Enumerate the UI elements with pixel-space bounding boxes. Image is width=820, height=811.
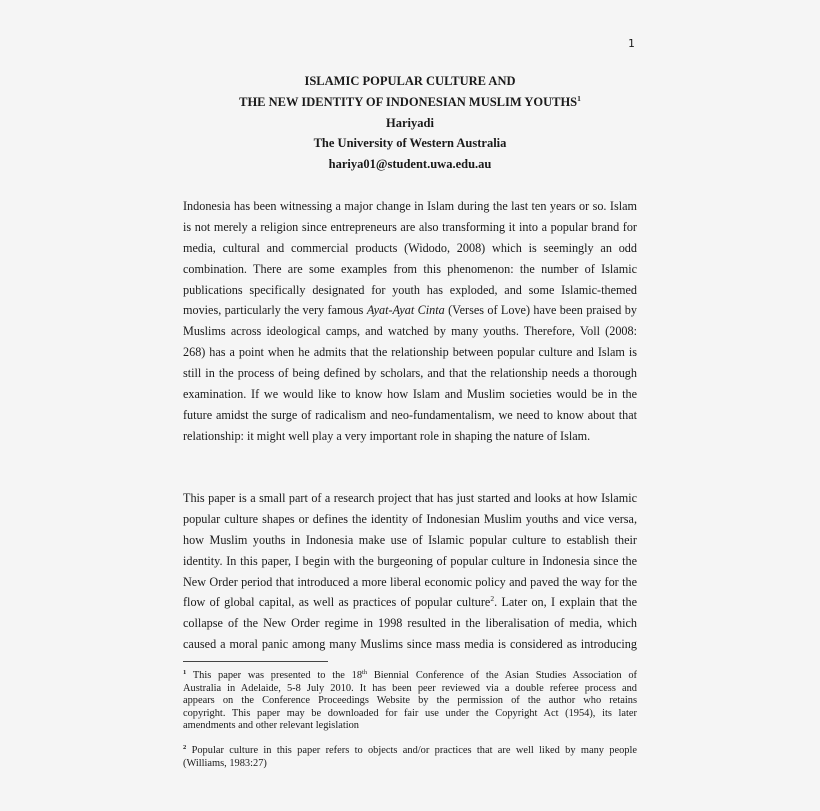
title-block	[183, 71, 637, 175]
paragraph-line: Muslims across ideological camps, and watched by many youths. Therefore, Voll (2008:	[183, 324, 637, 339]
author-affiliation: The University of Western Australia	[313, 136, 507, 151]
footnote-line: $^2$ Popular culture in this paper refers to objects and/or practices that are well liked by many people	[183, 744, 637, 756]
film-title: Ayat-Ayat Cinta	[366, 303, 445, 318]
footnote-line: amendments and other relevant legislation	[183, 720, 360, 732]
page-number: 1	[628, 37, 635, 50]
paragraph-line: This paper is a small part of a research project that has just started and looks at how Islamic	[183, 491, 637, 505]
paragraph-line: how Muslim youths in Indonesia make use of Islamic popular culture to establish their	[183, 532, 637, 547]
paragraph-line: combination. There are some examples from this phenomenon: the number of Islamic	[183, 261, 637, 276]
paragraph-line: popular culture shapes or defines the identity of Indonesian Muslim youths and vice versa,	[183, 511, 637, 526]
paragraph-line: collapse of the New Order regime in 1998 resulted in the liberalisation of media, which	[183, 616, 637, 631]
paragraph-line: movies, particularly the very famous Ayat-Ayat Cinta (Verses of Love) have been praised by	[183, 303, 637, 318]
paragraph-1	[183, 196, 637, 447]
footnote-line: Australia in Adelaide, 5-8 July 2010. It has been peer reviewed via a double referee process and	[183, 682, 637, 694]
paragraph-line: 268) has a point when he admits that the relationship between popular culture and Islam is	[183, 345, 637, 360]
footnote-separator	[183, 661, 328, 662]
paragraph-line: flow of global capital, as well as practices of popular culture$^2$. Later on, I explain that the	[183, 594, 638, 610]
paragraph-line: relationship: it might well play a very important role in shaping the nature of Islam.	[183, 428, 591, 443]
paragraph-line: Indonesia has been witnessing a major change in Islam during the last ten years or so. Islam	[183, 199, 637, 213]
footnote-1	[183, 670, 637, 733]
paper-title-line-2: THE NEW IDENTITY OF INDONESIAN MUSLIM YOUTHS$^1$	[239, 93, 581, 109]
paper-title-line-1: ISLAMIC POPULAR CULTURE AND	[304, 74, 516, 88]
footnote-line: $^1$ This paper was presented to the 18th Biennial Conference of the Asian Studies Association of	[183, 669, 637, 681]
footnote-mark: 1	[183, 669, 187, 676]
author-email: hariya01@student.uwa.edu.au	[328, 157, 492, 172]
paragraph-line: publications specifically designated for youth has exploded, and some Islamic-themed	[183, 282, 637, 297]
footnote-ref-1[interactable]: 1	[577, 93, 581, 103]
footnote-line: (Williams, 1983:27)	[183, 757, 267, 769]
footnote-line: appears on the Conference Proceedings Website by the permission of the author who retains	[183, 695, 637, 707]
paragraph-line: still in the process of being defined by scholars, and that the relationship needs a thorough	[183, 366, 637, 381]
paragraph-line: media, cultural and commercial products (Widodo, 2008) which is seemingly an odd	[183, 240, 637, 255]
footnote-mark: 2	[183, 744, 187, 751]
paragraph-line: examination. If we would like to know how Islam and Muslim societies would be in the	[183, 387, 637, 402]
paragraph-line: caused a moral panic among many Muslims since mass media is considered as introducing	[183, 637, 637, 652]
paragraph-line: New Order period that introduced a more liberal economic policy and paved the way for the	[183, 574, 637, 589]
paragraph-line: is not merely a religion since entrepreneurs are also transforming it into a popular brand for	[183, 219, 637, 234]
footnote-2	[183, 745, 637, 770]
paragraph-line: identity. In this paper, I begin with the burgeoning of popular culture in Indonesia since the	[183, 553, 637, 568]
paragraph-2	[183, 488, 637, 655]
footnote-ref-2[interactable]: 2	[490, 594, 495, 604]
footnote-line: copyright. This paper may be downloaded for fair use under the Copyright Act (1954), its later	[183, 707, 637, 719]
author-name: Hariyadi	[386, 115, 434, 130]
paragraph-line: future amidst the surge of radicalism and neo-fundamentalism, we need to know about that	[183, 407, 637, 422]
